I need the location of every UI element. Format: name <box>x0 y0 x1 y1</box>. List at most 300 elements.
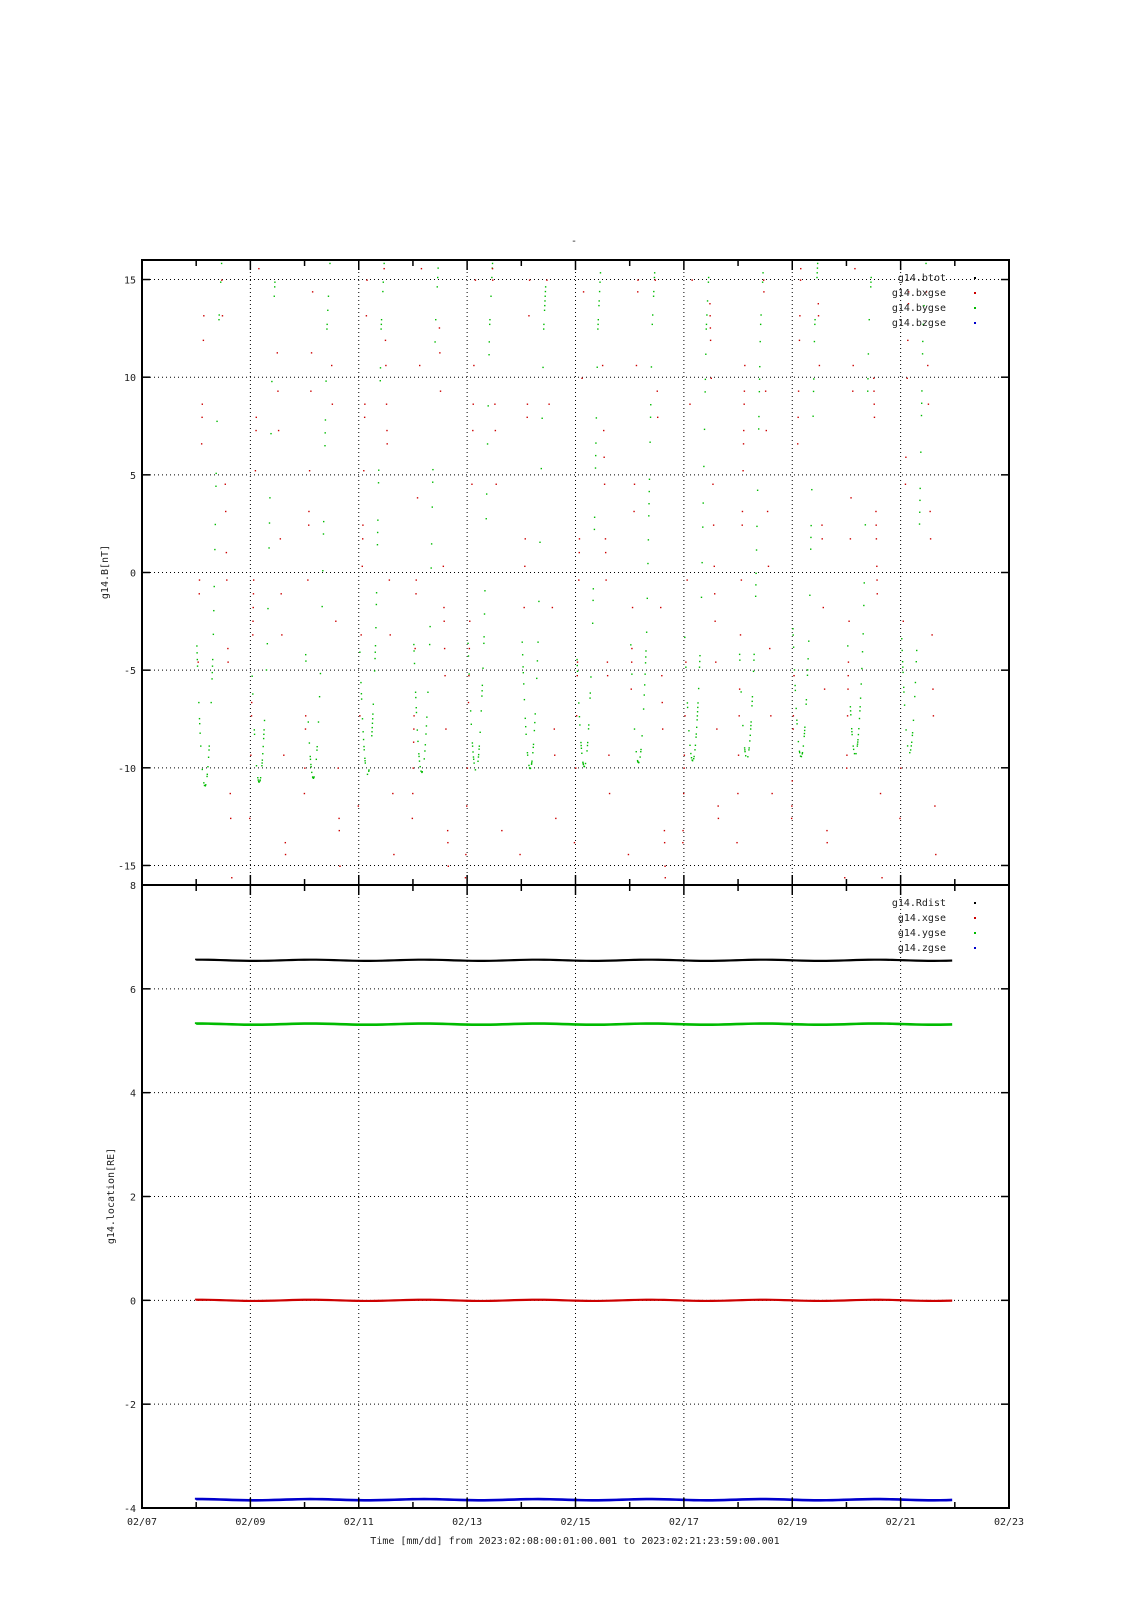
bygse-point <box>748 747 749 748</box>
bygse-point <box>809 595 810 596</box>
bygse-point <box>522 654 523 655</box>
bygse-point <box>804 727 805 728</box>
bxgse-point <box>929 511 930 512</box>
bygse-point <box>755 573 756 574</box>
panel-b-ylabel: g14.B[nT] <box>100 544 111 600</box>
bxgse-point <box>603 430 604 431</box>
bygse-point <box>424 750 425 751</box>
bxgse-point <box>717 805 718 806</box>
bxgse-point <box>930 538 931 539</box>
bxgse-point <box>256 417 257 418</box>
bygse-point <box>647 598 648 599</box>
bygse-point <box>803 745 804 746</box>
bxgse-point <box>492 279 493 280</box>
bygse-point <box>901 638 902 639</box>
bygse-point <box>750 728 751 729</box>
bygse-point <box>758 416 759 417</box>
panel-b-ticks <box>118 260 1009 885</box>
bygse-point <box>807 658 808 659</box>
figure-title: - <box>570 236 578 247</box>
bygse-point <box>326 324 327 325</box>
bygse-point <box>418 756 419 757</box>
bygse-point <box>697 711 698 712</box>
bygse-point <box>792 628 793 629</box>
bygse-point <box>577 665 578 666</box>
bxgse-point <box>465 877 466 878</box>
bxgse-point <box>197 661 198 662</box>
bygse-point <box>577 671 578 672</box>
bygse-point <box>870 286 871 287</box>
bygse-point <box>747 756 748 757</box>
bygse-point <box>531 762 532 763</box>
legend-marker <box>974 932 976 934</box>
bygse-point <box>199 718 200 719</box>
bygse-point <box>865 524 866 525</box>
bygse-point <box>323 533 324 534</box>
bygse-point <box>368 771 369 772</box>
bxgse-point <box>821 524 822 525</box>
bygse-point <box>257 777 258 778</box>
bygse-point <box>545 286 546 287</box>
bygse-point <box>708 281 709 282</box>
bygse-point <box>588 728 589 729</box>
bxgse-point <box>366 279 367 280</box>
bygse-point <box>221 263 222 264</box>
bxgse-point <box>335 621 336 622</box>
bxgse-point <box>826 830 827 831</box>
bxgse-point <box>928 404 929 405</box>
bygse-point <box>482 685 483 686</box>
bygse-point <box>644 694 645 695</box>
bygse-point <box>697 702 698 703</box>
bygse-point <box>706 314 707 315</box>
bxgse-point <box>763 291 764 292</box>
bygse-point <box>532 752 533 753</box>
bxgse-point <box>660 607 661 608</box>
bygse-point <box>587 745 588 746</box>
bygse-point <box>590 692 591 693</box>
bxgse-point <box>880 793 881 794</box>
bygse-point <box>706 324 707 325</box>
legend-label: g14.Rdist <box>891 898 946 909</box>
bxgse-point <box>684 715 685 716</box>
bygse-point <box>316 749 317 750</box>
bygse-point <box>215 473 216 474</box>
bygse-point <box>478 748 479 749</box>
bxgse-point <box>793 715 794 716</box>
panel-b-legend <box>892 273 976 329</box>
bygse-point <box>580 742 581 743</box>
bygse-point <box>580 745 581 746</box>
bygse-point <box>745 755 746 756</box>
bxgse-point <box>792 780 793 781</box>
bygse-point <box>919 488 920 489</box>
bygse-point <box>649 491 650 492</box>
bygse-point <box>487 405 488 406</box>
bygse-point <box>595 455 596 456</box>
bygse-point <box>482 667 483 668</box>
legend-label: g14.bzgse <box>891 318 946 329</box>
footer-text: Time [mm/dd] from 2023:02:08:00:01:00.001 to 2023:02:21:23:59:00.001 <box>370 1536 780 1547</box>
bygse-point <box>432 506 433 507</box>
bxgse-point <box>664 866 665 867</box>
panel-r-ticks <box>124 881 1009 1515</box>
bxgse-point <box>419 365 420 366</box>
bygse-point <box>316 746 317 747</box>
bxgse-point <box>793 675 794 676</box>
bxgse-point <box>744 390 745 391</box>
bygse-point <box>641 735 642 736</box>
bxgse-point <box>305 728 306 729</box>
bxgse-point <box>709 315 710 316</box>
bygse-point <box>804 730 805 731</box>
bygse-point <box>851 731 852 732</box>
bygse-point <box>472 751 473 752</box>
bygse-point <box>429 626 430 627</box>
bxgse-point <box>469 648 470 649</box>
bxgse-point <box>362 538 363 539</box>
bxgse-point <box>554 728 555 729</box>
bygse-point <box>198 702 199 703</box>
bxgse-point <box>740 634 741 635</box>
bxgse-point <box>631 688 632 689</box>
bygse-point <box>755 584 756 585</box>
bxgse-point <box>903 621 904 622</box>
bygse-point <box>704 391 705 392</box>
bygse-point <box>644 673 645 674</box>
bygse-point <box>582 762 583 763</box>
bygse-point <box>703 466 704 467</box>
bygse-point <box>417 729 418 730</box>
bxgse-point <box>605 579 606 580</box>
bygse-point <box>693 758 694 759</box>
bygse-point <box>323 521 324 522</box>
bygse-point <box>305 654 306 655</box>
bygse-point <box>847 645 848 646</box>
bygse-point <box>473 759 474 760</box>
x-tick-label: 02/21 <box>885 1517 916 1528</box>
bygse-point <box>699 661 700 662</box>
bygse-point <box>471 724 472 725</box>
bygse-point <box>382 291 383 292</box>
bygse-point <box>760 324 761 325</box>
bygse-point <box>489 319 490 320</box>
bygse-point <box>468 655 469 656</box>
bygse-point <box>415 697 416 698</box>
bygse-point <box>425 744 426 745</box>
bygse-point <box>545 291 546 292</box>
bygse-point <box>362 718 363 719</box>
bxgse-point <box>416 579 417 580</box>
bygse-point <box>807 669 808 670</box>
bxgse-point <box>932 688 933 689</box>
bxgse-point <box>554 755 555 756</box>
bygse-point <box>310 756 311 757</box>
bygse-point <box>857 741 858 742</box>
bygse-point <box>850 710 851 711</box>
bygse-point <box>422 771 423 772</box>
bygse-point <box>522 641 523 642</box>
bygse-point <box>695 736 696 737</box>
bygse-point <box>811 489 812 490</box>
bygse-point <box>850 714 851 715</box>
bygse-point <box>596 417 597 418</box>
bxgse-point <box>359 715 360 716</box>
bxgse-point <box>852 390 853 391</box>
bygse-point <box>313 776 314 777</box>
bygse-point <box>814 319 815 320</box>
bygse-point <box>708 277 709 278</box>
bygse-point <box>598 319 599 320</box>
bygse-point <box>697 707 698 708</box>
bygse-point <box>817 267 818 268</box>
bygse-point <box>490 296 491 297</box>
bygse-point <box>376 592 377 593</box>
bygse-point <box>543 328 544 329</box>
bygse-point <box>543 324 544 325</box>
bygse-point <box>859 718 860 719</box>
bxgse-point <box>252 634 253 635</box>
bygse-point <box>793 646 794 647</box>
bygse-point <box>319 696 320 697</box>
bygse-point <box>327 310 328 311</box>
bygse-point <box>525 734 526 735</box>
series-line-g14-zgse <box>196 1499 952 1500</box>
bxgse-point <box>412 793 413 794</box>
bygse-point <box>753 654 754 655</box>
bxgse-point <box>523 607 524 608</box>
bxgse-point <box>797 417 798 418</box>
bygse-point <box>478 754 479 755</box>
bxgse-point <box>439 352 440 353</box>
bygse-point <box>254 729 255 730</box>
bygse-point <box>537 641 538 642</box>
bxgse-point <box>875 511 876 512</box>
bygse-point <box>853 745 854 746</box>
bygse-point <box>429 644 430 645</box>
bygse-point <box>814 341 815 342</box>
bxgse-point <box>899 818 900 819</box>
bygse-point <box>645 662 646 663</box>
bygse-point <box>922 341 923 342</box>
bxgse-point <box>799 340 800 341</box>
bygse-point <box>912 732 913 733</box>
bxgse-point <box>201 417 202 418</box>
bygse-point <box>426 716 427 717</box>
bygse-point <box>911 745 912 746</box>
bxgse-point <box>574 842 575 843</box>
bxgse-point <box>252 621 253 622</box>
bygse-point <box>212 659 213 660</box>
bxgse-point <box>471 484 472 485</box>
bygse-point <box>598 300 599 301</box>
bygse-point <box>750 721 751 722</box>
bxgse-point <box>579 552 580 553</box>
bygse-point <box>869 319 870 320</box>
bxgse-point <box>799 315 800 316</box>
bygse-point <box>425 733 426 734</box>
bygse-point <box>913 720 914 721</box>
bxgse-point <box>421 268 422 269</box>
bygse-point <box>867 378 868 379</box>
x-tick-label: 02/09 <box>235 1517 266 1528</box>
bxgse-point <box>392 793 393 794</box>
panel-b-grid <box>142 260 1009 885</box>
y-tick-label: 2 <box>129 1192 136 1204</box>
bxgse-point <box>664 842 665 843</box>
bygse-point <box>904 704 905 705</box>
bygse-point <box>691 757 692 758</box>
bygse-point <box>756 549 757 550</box>
bygse-point <box>597 328 598 329</box>
x-tick-label: 02/15 <box>560 1517 591 1528</box>
bxgse-point <box>203 340 204 341</box>
bygse-point <box>426 725 427 726</box>
bygse-point <box>919 512 920 513</box>
bxgse-point <box>686 579 687 580</box>
bxgse-point <box>632 607 633 608</box>
bygse-point <box>197 665 198 666</box>
bxgse-point <box>715 661 716 662</box>
bygse-point <box>525 726 526 727</box>
bygse-point <box>489 341 490 342</box>
bxgse-point <box>905 457 906 458</box>
bygse-point <box>590 676 591 677</box>
bygse-point <box>325 432 326 433</box>
bygse-point <box>481 690 482 691</box>
bygse-point <box>541 468 542 469</box>
bygse-point <box>758 428 759 429</box>
bxgse-point <box>447 830 448 831</box>
bygse-point <box>870 281 871 282</box>
bygse-point <box>261 765 262 766</box>
series-line-g14-ygse <box>196 1024 952 1025</box>
bygse-point <box>921 390 922 391</box>
bygse-point <box>489 324 490 325</box>
bygse-point <box>359 652 360 653</box>
bygse-point <box>328 296 329 297</box>
bxgse-point <box>742 524 743 525</box>
bygse-point <box>587 742 588 743</box>
bxgse-point <box>657 390 658 391</box>
legend-marker <box>974 307 976 309</box>
bygse-point <box>696 733 697 734</box>
bxgse-point <box>227 661 228 662</box>
bygse-point <box>802 752 803 753</box>
y-tick-label: 6 <box>129 984 136 996</box>
bxgse-point <box>662 728 663 729</box>
bygse-point <box>915 682 916 683</box>
bygse-point <box>588 724 589 725</box>
bygse-point <box>473 762 474 763</box>
bygse-point <box>381 324 382 325</box>
bxgse-point <box>767 511 768 512</box>
bygse-point <box>739 659 740 660</box>
bygse-point <box>756 526 757 527</box>
bygse-point <box>215 524 216 525</box>
bygse-point <box>374 658 375 659</box>
bxgse-point <box>848 621 849 622</box>
bygse-point <box>705 379 706 380</box>
bygse-point <box>371 735 372 736</box>
bygse-point <box>484 590 485 591</box>
bygse-point <box>363 739 364 740</box>
bygse-point <box>916 661 917 662</box>
bygse-point <box>527 752 528 753</box>
bxgse-point <box>393 854 394 855</box>
bxgse-point <box>281 634 282 635</box>
x-tick-label: 02/23 <box>993 1517 1025 1528</box>
bxgse-point <box>605 552 606 553</box>
bygse-point <box>487 443 488 444</box>
y-tick-label: 10 <box>123 373 136 385</box>
bxgse-point <box>846 755 847 756</box>
bxgse-point <box>602 365 603 366</box>
bxgse-point <box>578 579 579 580</box>
bxgse-point <box>199 579 200 580</box>
bygse-point <box>652 314 653 315</box>
bxgse-point <box>850 497 851 498</box>
bygse-point <box>310 764 311 765</box>
bygse-point <box>922 353 923 354</box>
bxgse-point <box>713 524 714 525</box>
bxgse-point <box>255 430 256 431</box>
bygse-point <box>264 720 265 721</box>
bxgse-point <box>691 279 692 280</box>
bygse-point <box>857 745 858 746</box>
bxgse-point <box>579 538 580 539</box>
bygse-point <box>586 750 587 751</box>
bxgse-point <box>331 365 332 366</box>
bygse-point <box>414 663 415 664</box>
bxgse-point <box>854 268 855 269</box>
bygse-point <box>647 563 648 564</box>
bygse-point <box>699 655 700 656</box>
bygse-point <box>648 539 649 540</box>
bygse-point <box>796 720 797 721</box>
bxgse-point <box>689 404 690 405</box>
bygse-point <box>361 698 362 699</box>
bxgse-point <box>417 497 418 498</box>
bygse-point <box>760 341 761 342</box>
bygse-point <box>749 740 750 741</box>
bxgse-point <box>251 702 252 703</box>
bygse-point <box>326 328 327 329</box>
bygse-point <box>542 367 543 368</box>
bxgse-point <box>874 417 875 418</box>
bygse-point <box>762 281 763 282</box>
bxgse-point <box>682 830 683 831</box>
bygse-point <box>684 637 685 638</box>
bygse-point <box>483 643 484 644</box>
bygse-point <box>437 286 438 287</box>
bygse-point <box>377 519 378 520</box>
bxgse-point <box>307 579 308 580</box>
bxgse-point <box>744 365 745 366</box>
bygse-point <box>695 745 696 746</box>
bxgse-point <box>552 607 553 608</box>
bygse-point <box>694 749 695 750</box>
bxgse-point <box>468 702 469 703</box>
bxgse-point <box>253 579 254 580</box>
bygse-point <box>211 678 212 679</box>
bygse-point <box>759 366 760 367</box>
bygse-point <box>472 742 473 743</box>
bxgse-point <box>519 854 520 855</box>
bxgse-point <box>309 470 310 471</box>
bxgse-point <box>230 818 231 819</box>
bxgse-point <box>875 524 876 525</box>
